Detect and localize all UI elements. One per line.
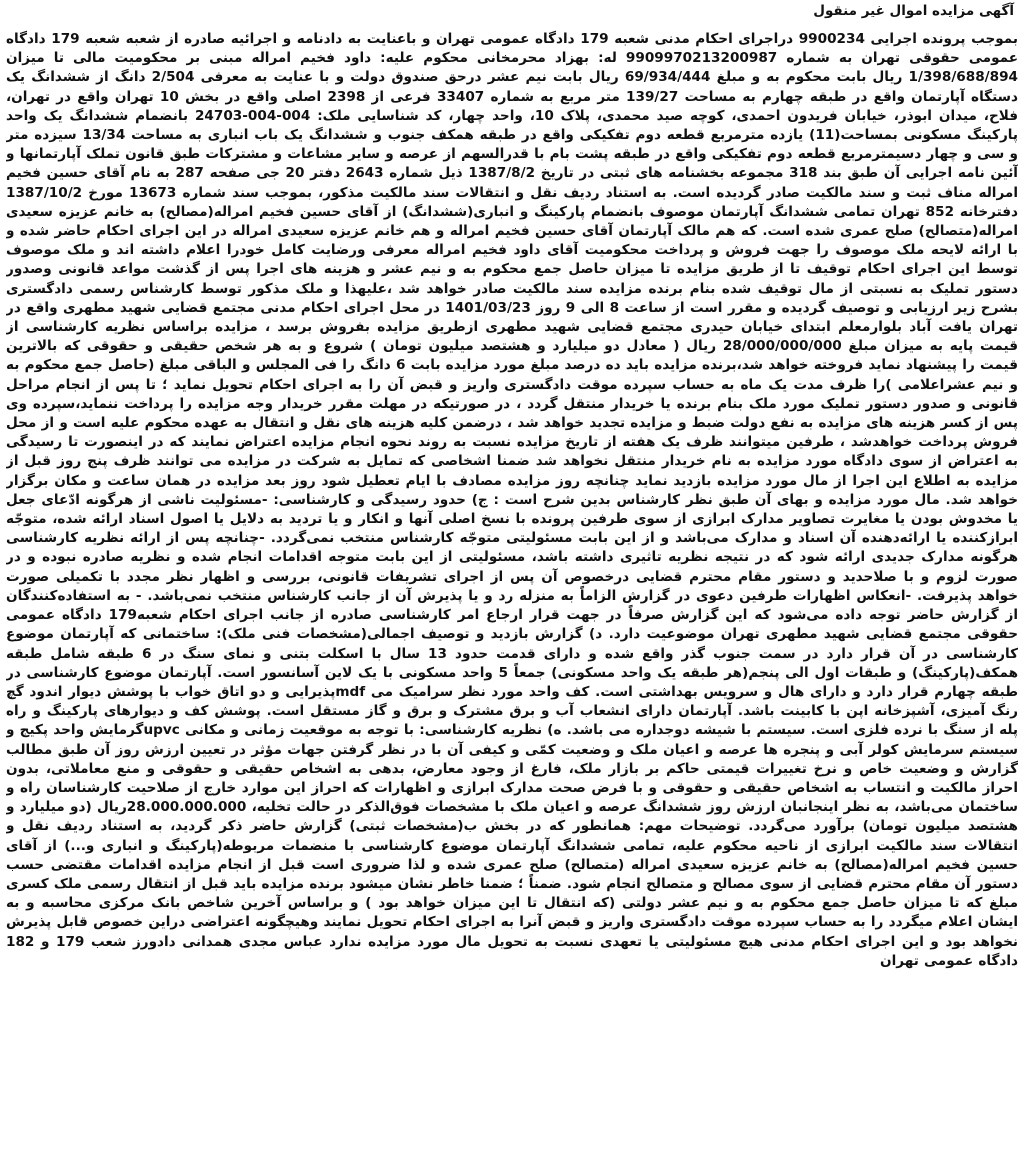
auction-notice xyxy=(6,2,1018,1154)
notice-body: بموجب پرونده اجرایی 9900234 دراجرای احکام مدنی شعبه 179 دادگاه عمومی تهران و باعنایت به دادنامه و اجرائیه صادره از شعبه شعبه 179 دادگاه عمومی حقوقی تهران به شماره 9909970213200987 له: بهزاد محرمخانی محکوم علیه: داود فخیم امراله مبنی بر محکومیت مالی تا میزان 1/398/688/894 ریال بابت محکوم به و مبلغ 69/934/444 ریال بابت نیم عشر درحق صندوق دولت و با عنایت به معرفی 2/504 دانگ از ششدانگ یک دستگاه آپارتمان واقع در طبقه چهارم به مساحت 139/27 متر مربع به شماره 33407 فرعی از 2398 اصلی واقع در بخش 10 تهران واقع در تهران، فلاح، میدان ابوذر، خیابان فریدون احمدی، کوچه صید محمدی، پلاک 10، واحد چهار، کد شناسایی ملک: 004-004-24703 بانضمام ششدانگ یک واحد پارکینگ مسکونی بمساحت(11) یازده مترمربع قطعه دوم تفکیکی واقع در طبقه همکف جنوب و ششدانگ یک باب انباری به مساحت 13/34 سیزده متر و سی و چهار دسیمترمربع قطعه دوم تفکیکی واقع در طبقه پشت بام با قدرالسهم از عرصه و سایر مشاعات و مشترکات طبق قانون تملک آپارتمانها و آئین نامه اجرایی آن طبق بند 318 مجموعه بخشنامه های ثبتی در تاریخ 1387/8/2 ذیل شماره 2643 دفتر 20 جی صفحه 287 به نام آقای حسین فخیم امراله مناف ثبت و سند مالکیت صادر گردیده است. به استناد ردیف نقل و انتقالات سند مالکیت مذکور، بموجب سند شماره 13673 مورخ 1387/10/2 دفترخانه 852 تهران تمامی ششدانگ آپارتمان موصوف بانضمام پارکینگ و انباری(ششدانگ) از آقای حسین فخیم امراله(مصالح) به خانم عزیزه سعیدی امراله(متصالح) صلح عمری شده است. که هم مالک آپارتمان آقای حسین فخیم امراله و هم خانم عزیزه سعیدی امراله در این اجرای احکام حاضر شده و با ارائه لایحه ملک موصوف را جهت فروش و پرداخت محکومیت آقای داود فخیم امراله معرفی ورضایت کامل خودرا اعلام داشته اند و ملک موصوف توسط این اجرای احکام توقیف تا از طریق مزایده تا میزان حاصل جمع محکوم به و نیم عشر و هزینه های اجرا پس از گذشت مواعد قانونی وصدور دستور تملیک به نسبتی از مال توقیف شده بنام برنده مزایده سند مالکیت صادر خواهد شد ،علیهذا و ملک مذکور توسط کارشناس رسمی دادگستری بشرح زیر ارزیابی و توصیف گردیده و مقرر است از ساعت 8 الی 9 روز 1401/03/23 در محل اجرای احکام مدنی مجتمع قضایی شهید مطهری واقع در تهران یافت آباد بلوارمعلم ابتدای خیابان حیدری مجتمع قضایی شهید مطهری ازطریق مزایده بفروش برسد ، مزایده براساس نظریه کارشناسی از قیمت پایه به میزان مبلغ 28/000/000/000 ریال ( معادل دو میلیارد و هشتصد میلیون تومان ) شروع و به هر شخص حقیقی و حقوقی که بالاترین قیمت را پیشنهاد نماید فروخته خواهد شد،برنده مزایده باید ده درصد مبلغ مورد مزایده بابت 6 دانگ را فی المجلس و الباقی مبلغ (حاصل جمع محکوم به و نیم عشراعلامی )را ظرف مدت یک ماه به حساب سپرده موقت دادگستری واریز و قبض آن را به اجرای احکام تحویل نماید ؛ تا پس از انجام مراحل قانونی و صدور دستور تملیک مورد ملک بنام برنده یا خریدار منتقل گردد ، در صورتیکه در مهلت مقرر خریدار وجه مزایده را پرداخت ننماید،سپرده وی پس از کسر هزینه های مزایده به نفع دولت ضبط و مزایده تجدید خواهد شد ، درضمن کلیه هزینه های نقل و انتقال به عهده محکوم علیه است و از محل فروش پرداخت خواهدشد ، طرفین میتوانند ظرف یک هفته از تاریخ مزایده نسبت به روند نحوه انجام مزایده اعتراض نمایند که در اینصورت تا رسیدگی به اعتراض از سوی دادگاه مورد مزایده به نام خریدار منتقل نخواهد شد ضمنا اشخاصی که تمایل به شرکت در مزایده می توانند ظرف پنج روز قبل از مزایده به اطلاع این اجرا از مال مورد مزایده بازدید نماید چنانچه روز مزایده مصادف با ایام تعطیل شود روز بعد مزایده در همان ساعت و مکان برگزار خواهد شد. مال مورد مزایده و بهای آن طبق نظر کارشناس بدین شرح است : ج) حدود رسیدگی و کارشناسی: -مسئولیت ناشی از هرگونه ادّعای جعل یا مخدوش بودن یا مغایرت تصاویر مدارک ابرازی از سوی طرفین پرونده با نسخ اصلی آنها و انکار و یا تردید به دلایل یا اصول اسناد ارائه شده، متوجّه ابرازکننده یا ارائه‌دهنده آن اسناد و مدارک می‌باشد و از این بابت مسئولیتی متوجّه کارشناس منتخب نمی‌گردد. -چنانچه پس از ارائه نظریه کارشناسی هرگونه مدارک جدیدی ارائه شود که در نتیجه نظریه تاثیری داشته باشد، مسئولیتی از این بابت متوجه اقدامات انجام شده و نظریه صادره نبوده و در صورت لزوم و با صلاحدید و دستور مقام محترم قضایی درخصوص آن پس از اجرای تشریفات قانونی، بررسی و اظهار نظر مجدد با تکمیلی صورت خواهد پذیرفت. -انعکاس اظهارات طرفین دعوی در گزارش الزاماً به منزله رد و یا پذیرش آن از جانب کارشناس منتخب نمی‌باشد. - به استفاده‌کنندگان از گزارش حاضر توجه داده می‌شود که این گزارش صرفاً در جهت قرار ارجاع امر کارشناسی صادره از جانب اجرای احکام شعبه179 دادگاه عمومی حقوقی مجتمع قضایی شهید مطهری تهران موضوعیت دارد. د) گزارش بازدید و توصیف اجمالی(مشخصات فنی ملک): ساختمانی که آپارتمان موضوع کارشناسی در آن قرار دارد در سمت جنوب گذر واقع شده و دارای قدمت حدود 13 سال با اسکلت بتنی و نمای سنگ در 6 طبقه شامل طبقه همکف(پارکینگ) و طبقات اول الی پنجم(هر طبقه یک واحد مسکونی) جمعاً 5 واحد مسکونی با یک لاین آسانسور است. آپارتمان موضوع کارشناسی در طبقه چهارم قرار دارد و دارای هال و سرویس بهداشتی است. کف واحد مورد نظر سرامیک می mdfپذیرایی و دو اتاق خواب با پوشش دیوار اندود گچ رنگ آمیزی، آشپزخانه اپن با کابینت باشد. آپارتمان دارای انشعاب آب و برق مشترک و برق و گاز مستقل است. پوشش کف و دیوارهای پارکینگ و راه پله از سنگ با نرده فلزی است. سیستم با شیشه دوجداره می باشد. ه) نظریه کارشناسی: با توجه به موقعیت زمانی و مکانی upvcگرمایش واحد پکیج و سیستم سرمایش کولر آبی و پنجره ها عرصه و اعیان ملک و وضعیت کمّی و کیفی آن با در نظر گرفتن جهات مؤثر در تعیین ارزش روز آن طبق مطالب گزارش و وضعیت خاص و نرخ تغییرات قیمتی حاکم بر بازار ملک، فارغ از وجود معارض، بدهی به اشخاص حقیقی و حقوقی و منع معاملاتی، بدون احراز مالکیت و انتساب به اشخاص حقیقی و حقوقی و با فرض صحت مدارک ابرازی و اظهارات که احراز این موارد خارج از صلاحیت کارشناسان راه و ساختمان می‌باشد، به نظر اینجانبان ارزش روز ششدانگ عرصه و اعیان ملک با مشخصات فوق‌الذکر در حالت تخلیه، 28.000.000.000ریال (دو میلیارد و هشتصد میلیون تومان) برآورد می‌گردد. توضیحات مهم: همانطور که در بخش ب(مشخصات ثبتی) گزارش حاضر ذکر گردید، به استناد ردیف نقل و انتقالات سند مالکیت ابرازی از ناحیه محکوم علیه، تمامی ششدانگ آپارتمان موضوع کارشناسی با منضمات مربوطه(پارکینگ و انباری و...) از آقای حسین فخیم امراله(مصالح) به خانم عزیزه سعیدی امراله (متصالح) صلح عمری شده و لذا ضروری است قبل از انجام مزایده اقدامات مقتضی حسب دستور آن مقام محترم قضایی از سوی مصالح و متصالح انجام شود. ضمناً ؛ ضمنا خاطر نشان میشود برنده مزایده باید قبل از انتقال رسمی ملک کسری مبلغ که تا میزان حاصل جمع محکوم به و نیم عشر دولتی (که انتقال تا این میزان خواهد بود ) و براساس آخرین شاخص بانک مرکزی محاسبه و به ایشان اعلام میگردد را به حساب سپرده موقت دادگستری واریز و قبض آنرا به اجرای احکام تحویل نمایند وهیچگونه اعتراضی دراین خصوص قابل پذیرش نخواهد بود و این اجرای احکام مدنی هیچ مسئولیتی یا تعهدی نسبت به تحویل مال مورد مزایده ندارد عباس مجدی همدانی دادورز شعب 179 و 182 دادگاه عمومی تهران xyxy=(6,31,1018,969)
notice-title: آگهی مزایده اموال غیر منقول xyxy=(813,3,1014,19)
